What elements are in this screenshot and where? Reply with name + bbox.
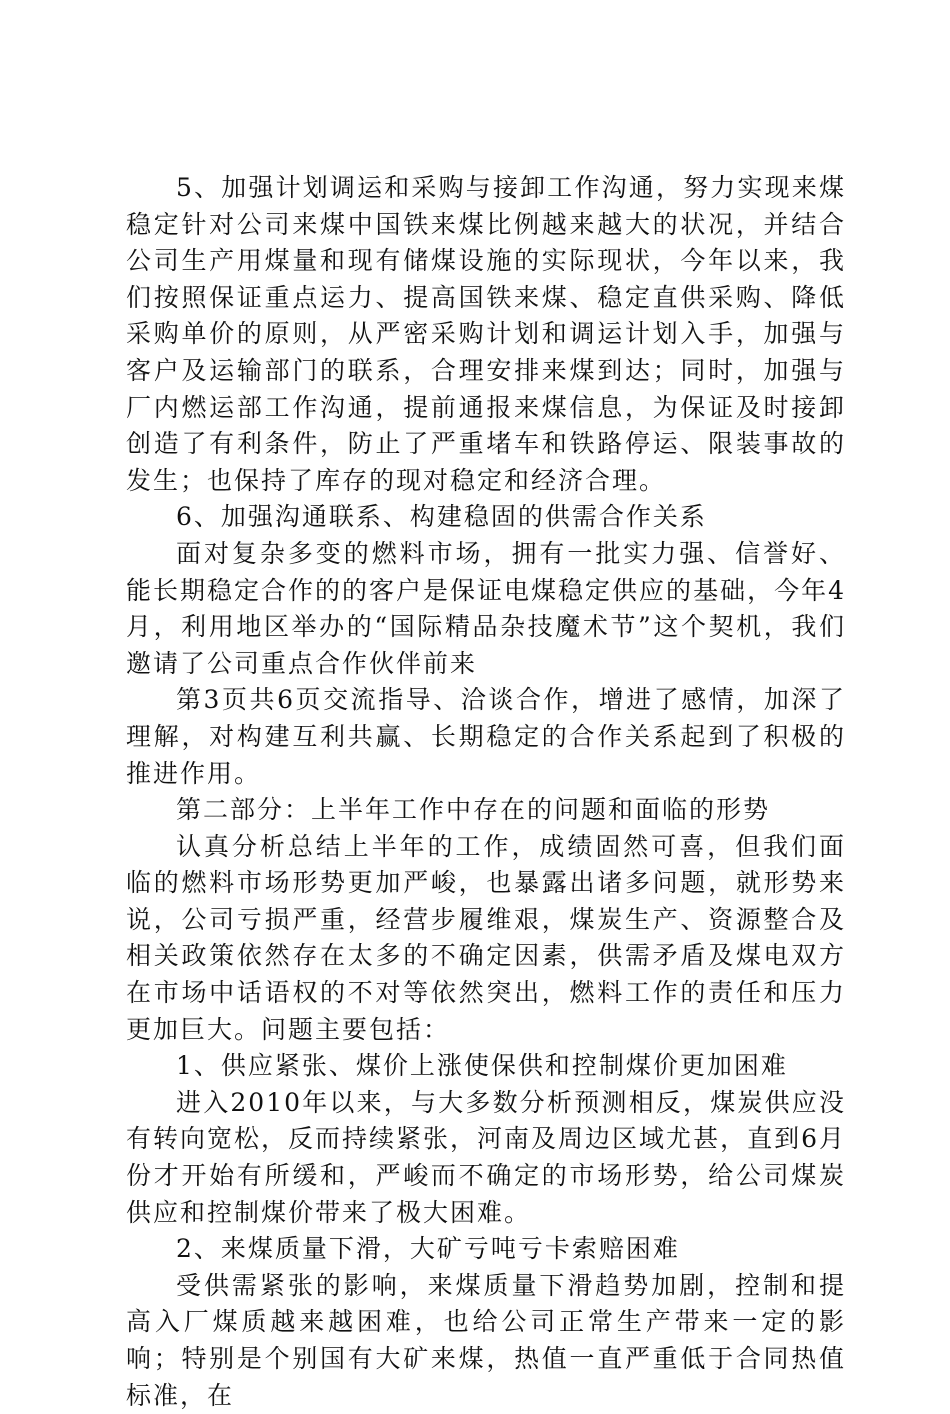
problem-1-heading: 1、供应紧张、煤价上涨使保供和控制煤价更加困难 [176, 1051, 788, 1081]
section-two-heading: 第二部分：上半年工作中存在的问题和面临的形势 [176, 795, 771, 825]
paragraph-item6-heading: 6、加强沟通联系、构建稳固的供需合作关系 [176, 502, 707, 532]
document-body [126, 170, 846, 1414]
paragraph-page-footer-continuation: 第3页共6页交流指导、洽谈合作，增进了感情，加深了理解，对构建互利共赢、长期稳定的合作关系起到了积极的推进作用。 [126, 685, 846, 788]
paragraph-section-two-intro: 认真分析总结上半年的工作，成绩固然可喜，但我们面临的燃料市场形势更加严峻，也暴露出诸多问题，就形势来说，公司亏损严重，经营步履维艰，煤炭生产、资源整合及相关政策依然存在太多的不确定因素，供需矛盾及煤电双方在市场中话语权的不对等依然突出，燃料工作的责任和压力更加巨大。问题主要包括： [126, 831, 846, 1044]
problem-2-heading: 2、来煤质量下滑，大矿亏吨亏卡索赔困难 [176, 1234, 680, 1264]
problem-2-body: 受供需紧张的影响，来煤质量下滑趋势加剧，控制和提高入厂煤质越来越困难，也给公司正常生产带来一定的影响；特别是个别国有大矿来煤，热值一直严重低于合同热值标准，在 [126, 1270, 846, 1410]
paragraph-item6-body: 面对复杂多变的燃料市场，拥有一批实力强、信誉好、能长期稳定合作的的客户是保证电煤稳定供应的基础，今年4月，利用地区举办的“国际精品杂技魔术节”这个契机，我们邀请了公司重点合作伙伴前来 [126, 538, 846, 678]
problem-1-body: 进入2010年以来，与大多数分析预测相反，煤炭供应没有转向宽松，反而持续紧张，河南及周边区域尤甚，直到6月份才开始有所缓和，严峻而不确定的市场形势，给公司煤炭供应和控制煤价带来了极大困难。 [126, 1087, 846, 1227]
paragraph-item5-planning: 5、加强计划调运和采购与接卸工作沟通，努力实现来煤稳定针对公司来煤中国铁来煤比例越来越大的状况，并结合公司生产用煤量和现有储煤设施的实际现状，今年以来，我们按照保证重点运力、提高国铁来煤、稳定直供采购、降低采购单价的原则，从严密采购计划和调运计划入手，加强与客户及运输部门的联系，合理安排来煤到达；同时，加强与厂内燃运部工作沟通，提前通报来煤信息，为保证及时接卸创造了有利条件，防止了严重堵车和铁路停运、限装事故的发生；也保持了库存的现对稳定和经济合理。 [126, 173, 846, 495]
